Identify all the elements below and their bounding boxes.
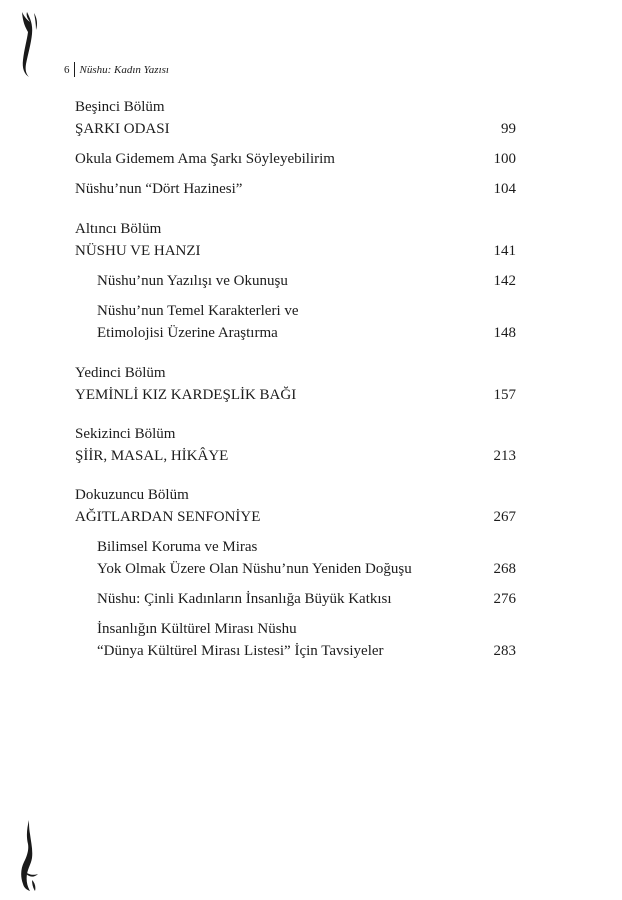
chapter-title-line <box>75 445 516 467</box>
toc-entry <box>75 618 516 662</box>
nushu-character-icon <box>14 818 44 892</box>
chapter-label: Beşinci Bölüm <box>75 99 165 115</box>
page-ref: 268 <box>493 561 516 577</box>
toc-entry <box>75 178 516 200</box>
entry-title-line2-row <box>97 322 516 344</box>
entry-title-line1: İnsanlığın Kültürel Mirası Nüshu <box>97 621 297 637</box>
chapter-title-line <box>75 506 516 528</box>
toc-entry <box>75 148 516 170</box>
entry-title: Nüshu’nun “Dört Hazinesi” <box>75 181 243 197</box>
chapter-title: ŞİİR, MASAL, HİKÂYE <box>75 448 229 464</box>
toc-entry <box>75 270 516 292</box>
chapter-6 <box>75 218 516 262</box>
entry-title-line1: Bilimsel Koruma ve Miras <box>97 539 258 555</box>
page-ref: 99 <box>501 121 516 137</box>
entry-title-line2-row <box>97 640 516 662</box>
chapter-title: AĞITLARDAN SENFONİYE <box>75 509 261 525</box>
nushu-character-icon <box>14 10 44 78</box>
chapter-label: Dokuzuncu Bölüm <box>75 487 189 503</box>
chapter-title-line <box>75 384 516 406</box>
page-ref: 100 <box>493 151 516 167</box>
book-title: Nüshu: Kadın Yazısı <box>79 63 169 76</box>
entry-title-line1: Nüshu’nun Temel Karakterleri ve <box>97 303 299 319</box>
running-head <box>64 62 169 77</box>
entry-title: Nüshu’nun Yazılışı ve Okunuşu <box>97 273 288 289</box>
page-ref: 104 <box>493 181 516 197</box>
page-ref: 267 <box>493 509 516 525</box>
chapter-5 <box>75 96 516 140</box>
chapter-8 <box>75 423 516 467</box>
entry-title-line2: Etimolojisi Üzerine Araştırma <box>97 325 278 341</box>
chapter-label: Yedinci Bölüm <box>75 365 166 381</box>
chapter-title: ŞARKI ODASI <box>75 121 170 137</box>
chapter-title-line <box>75 118 516 140</box>
page-ref: 276 <box>493 591 516 607</box>
entry-title: Nüshu: Çinli Kadınların İnsanlığa Büyük Katkısı <box>97 591 392 607</box>
page-ref: 213 <box>493 448 516 464</box>
toc-entry <box>75 300 516 344</box>
chapter-title-line <box>75 240 516 262</box>
toc-entry <box>75 588 516 610</box>
page-ref: 141 <box>493 243 516 259</box>
chapter-label: Altıncı Bölüm <box>75 221 162 237</box>
chapter-title: YEMİNLİ KIZ KARDEŞLİK BAĞI <box>75 387 297 403</box>
entry-title-line2-row <box>97 558 516 580</box>
page-ref: 157 <box>493 387 516 403</box>
page-number: 6 <box>64 63 70 76</box>
entry-title: Okula Gidemem Ama Şarkı Söyleyebilirim <box>75 151 335 167</box>
page-ref: 283 <box>493 643 516 659</box>
chapter-7 <box>75 362 516 406</box>
entry-title-line2: Yok Olmak Üzere Olan Nüshu’nun Yeniden Doğuşu <box>97 561 412 577</box>
header-divider <box>74 62 75 77</box>
table-of-contents <box>75 96 516 670</box>
chapter-label: Sekizinci Bölüm <box>75 426 176 442</box>
chapter-title: NÜSHU VE HANZI <box>75 243 201 259</box>
page-ref: 142 <box>493 273 516 289</box>
entry-title-line2: “Dünya Kültürel Mirası Listesi” İçin Tavsiyeler <box>97 643 384 659</box>
chapter-9 <box>75 484 516 528</box>
toc-entry <box>75 536 516 580</box>
page-ref: 148 <box>493 325 516 341</box>
